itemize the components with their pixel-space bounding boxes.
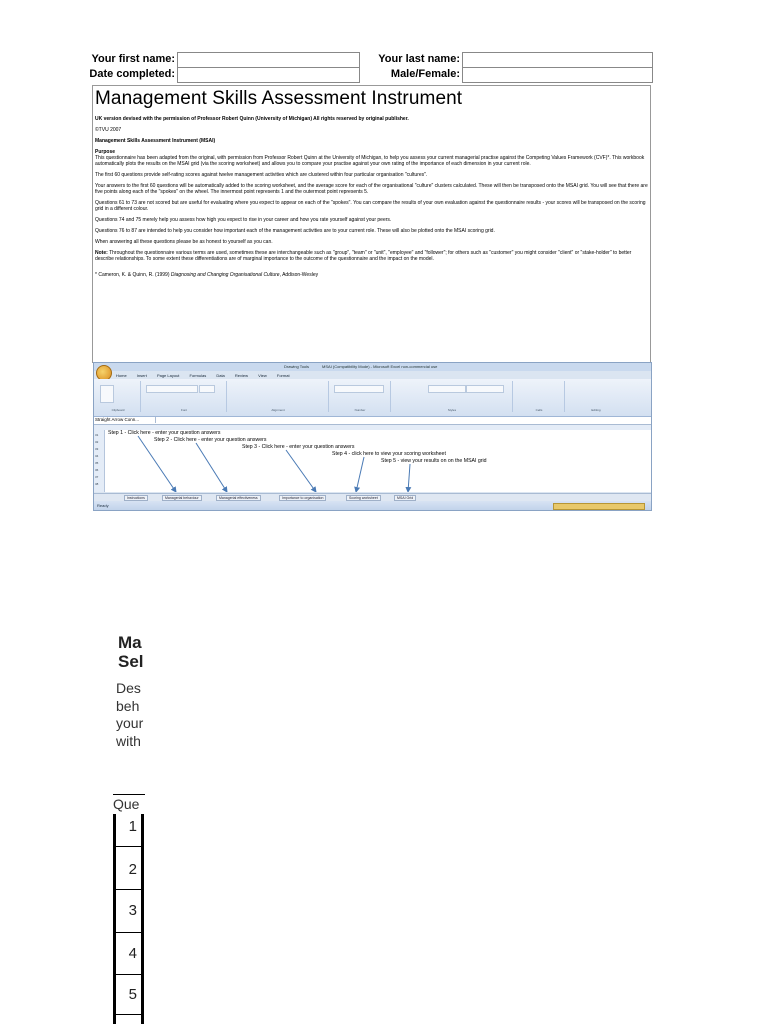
row-divider	[116, 889, 141, 890]
note-paragraph	[95, 250, 649, 262]
first-name-label: Your first name:	[91, 53, 175, 65]
reference-title: Diagnosing and Changing Organisational Culture	[170, 272, 280, 278]
worksheet-grid[interactable]	[94, 430, 651, 492]
reference-suffix: , Addison-Wesley	[279, 272, 319, 278]
ribbon-tab[interactable]: Format	[276, 373, 290, 378]
note-label: Note:	[95, 250, 108, 256]
uk-version-note: UK version devised with the permission of Professor Robert Quinn (University of Michigan) All rights reserved by original publisher.	[95, 116, 409, 122]
sheet-tab-instructions[interactable]: Instructions	[124, 495, 148, 501]
ribbon-group-editing	[566, 381, 626, 412]
row-number: 38	[95, 482, 99, 486]
cropped-desc-line: with	[116, 733, 141, 749]
date-completed-field[interactable]	[177, 67, 360, 83]
ribbon-tab[interactable]: Data	[216, 373, 225, 378]
first-name-field[interactable]	[177, 52, 360, 68]
ribbon-tabs	[116, 373, 299, 378]
question-number: 5	[128, 986, 137, 1003]
group-label: Font	[180, 408, 187, 412]
cropped-desc-line: beh	[116, 698, 140, 714]
msai-subtitle: Management Skills Assessment Instrument (MSAI)	[95, 138, 216, 144]
excel-tool-tab: Drawing Tools	[284, 364, 310, 369]
cropped-title-line-2: Sel	[118, 652, 144, 671]
row-number: 36	[95, 468, 99, 472]
sheet-tab-bar	[94, 493, 651, 501]
row-number: 35	[95, 461, 99, 465]
step-3-label: Step 3 - Click here - enter your question answers	[242, 444, 355, 450]
formula-bar[interactable]	[94, 417, 651, 425]
ribbon-tab[interactable]: Insert	[136, 373, 147, 378]
step-arrows	[94, 430, 651, 492]
row-number: 32	[95, 440, 99, 444]
row-divider	[116, 932, 141, 933]
font-size-box[interactable]	[199, 385, 215, 393]
sheet-tab-managerial-effectiveness[interactable]: Managerial effectiveness	[216, 495, 261, 501]
excel-screenshot	[93, 362, 652, 511]
paragraph-first-60: The first 60 questions provide self-rating scores against twelve management activities which are clustered within four particular organisation "cultures".	[95, 172, 428, 178]
arrow-step-3	[286, 450, 316, 492]
ribbon-tab[interactable]: Review	[234, 373, 249, 378]
reference-prefix: * Cameron, K. & Quinn, R. (1999)	[95, 272, 171, 278]
purpose-text: This questionnaire has been adapted from the original, with permission from Professor Robert Quinn at the University of Michigan, to help you assess your current managerial practise against the Competing Values Framework (CVF)*. This workbook automatically plots the results on the MSAI grid (via the scoring worksheet) and allows you to compare your practise against your own rating of the importance of each dimension in your current role.	[95, 155, 645, 167]
instructions-panel	[92, 85, 651, 363]
group-label: Number	[354, 408, 366, 412]
ribbon-group-styles	[392, 381, 513, 412]
row-number: 34	[95, 454, 99, 458]
group-label: Cells	[535, 408, 543, 412]
arrow-step-2	[196, 443, 227, 492]
purpose-heading: Purpose	[95, 149, 116, 155]
paste-icon[interactable]	[100, 385, 114, 403]
row-number: 37	[95, 475, 99, 479]
number-format-box[interactable]	[334, 385, 384, 393]
arrow-step-4	[356, 457, 364, 492]
last-name-label: Your last name:	[378, 53, 460, 65]
question-column-header: Que	[113, 796, 140, 812]
ribbon-group-number	[330, 381, 391, 412]
name-box[interactable]: Straight Arrow Conn...	[95, 417, 156, 423]
last-name-field[interactable]	[462, 52, 653, 68]
ribbon-tab[interactable]: Page Layout	[156, 373, 180, 378]
style-bad[interactable]	[466, 385, 504, 393]
step-1-label: Step 1 - Click here - enter your question answers	[108, 430, 221, 436]
sheet-tab-msai-grid[interactable]: MSAI Grid	[394, 495, 416, 501]
sheet-tab-scoring-worksheet[interactable]: Scoring worksheet	[346, 495, 381, 501]
font-name-box[interactable]	[146, 385, 198, 393]
question-number: 4	[128, 945, 137, 962]
page-title: Management Skills Assessment Instrument	[95, 88, 463, 109]
ribbon-tab[interactable]: View	[258, 373, 267, 378]
paragraph-honesty: When answering all these questions please be as honest to yourself as you can.	[95, 239, 273, 245]
status-text: Ready	[97, 503, 109, 508]
group-label: Alignment	[271, 408, 285, 412]
status-bar	[94, 501, 651, 511]
ribbon-group-clipboard	[96, 381, 141, 412]
gender-label: Male/Female:	[390, 68, 460, 80]
row-divider	[116, 974, 141, 975]
cropped-title-line-1: Ma	[118, 633, 142, 652]
step-2-label: Step 2 - Click here - enter your question answers	[154, 437, 267, 443]
row-number: 33	[95, 447, 99, 451]
paragraph-74-75: Questions 74 and 75 merely help you assess how high you expect to rise in your career and how you rate yourself against your peers.	[95, 217, 392, 223]
note-text: Throughout the questionnaire various terms are used, sometimes these are interchangeable such as "group", "team" or "unit", "employee" and "follower"; for others such as "customer" you might consider "client" or "stake-holder" to better describe relationships. To some extent these differentiations are of marginal importance to the outcome of the questionnaire and the impact on the model.	[95, 250, 632, 262]
question-header-rule	[113, 794, 145, 795]
cropped-desc-line: your	[116, 715, 144, 731]
row-divider	[116, 846, 141, 847]
paragraph-scoring: Your answers to the first 60 questions will be automatically added to the scoring worksheet, and the average score for each of the organisational "culture" clusters calculated. These will then be transposed onto the MSAI grid. You will see that there are five points along each of the "spokes" on the wheel. The innermost point represents 1 and the outermost point represents 5.	[95, 183, 648, 195]
step-4-label: Step 4 - click here to view your scoring worksheet	[332, 451, 446, 457]
group-label: Styles	[447, 408, 457, 412]
group-label: Editing	[591, 408, 601, 412]
copyright-text: ©TVU 2007	[95, 127, 122, 133]
cropped-desc-line: Des	[116, 680, 141, 696]
ribbon-group-cells	[514, 381, 565, 412]
sheet-tab-managerial-behaviour[interactable]: Managerial behaviour	[162, 495, 202, 501]
question-number-column	[113, 814, 144, 1024]
excel-title-bar	[94, 363, 651, 371]
gender-field[interactable]	[462, 67, 653, 83]
ribbon-group-alignment	[228, 381, 329, 412]
reference	[95, 272, 649, 278]
question-number: 1	[128, 818, 137, 835]
row-divider	[116, 1014, 141, 1015]
style-normal[interactable]	[428, 385, 466, 393]
arrow-step-1	[138, 436, 176, 492]
sheet-tab-importance[interactable]: Importance to organisation	[279, 495, 326, 501]
ribbon-group-font	[142, 381, 227, 412]
step-5-label: Step 5 - view your results on on the MSAI grid	[381, 458, 487, 464]
paragraph-76-87: Questions 76 to 87 are intended to help you consider how important each of the management activities are to your current role. These will also be plotted onto the MSAI scoring grid.	[95, 228, 495, 234]
question-number: 2	[128, 861, 137, 878]
view-zoom-controls[interactable]	[553, 503, 645, 510]
paragraph-61-73: Questions 61 to 73 are not scored but are useful for evaluating where you expect to appear on each of the "spokes". You can compare the results of your own evaluation against the questionnaire results - your scores will be transposed on the scoring grid in a different colour.	[95, 200, 646, 212]
question-number: 3	[128, 902, 137, 919]
date-completed-label: Date completed:	[89, 68, 175, 80]
group-label: Clipboard	[111, 408, 125, 412]
arrow-step-5	[408, 464, 410, 492]
ribbon	[94, 379, 651, 417]
row-number: 31	[95, 433, 99, 437]
ribbon-tab[interactable]: Home	[116, 373, 127, 378]
excel-window-title: MSAI (Compatibility Mode) - Microsoft Excel non-commercial use	[322, 364, 438, 369]
ribbon-tab[interactable]: Formulas	[189, 373, 207, 378]
